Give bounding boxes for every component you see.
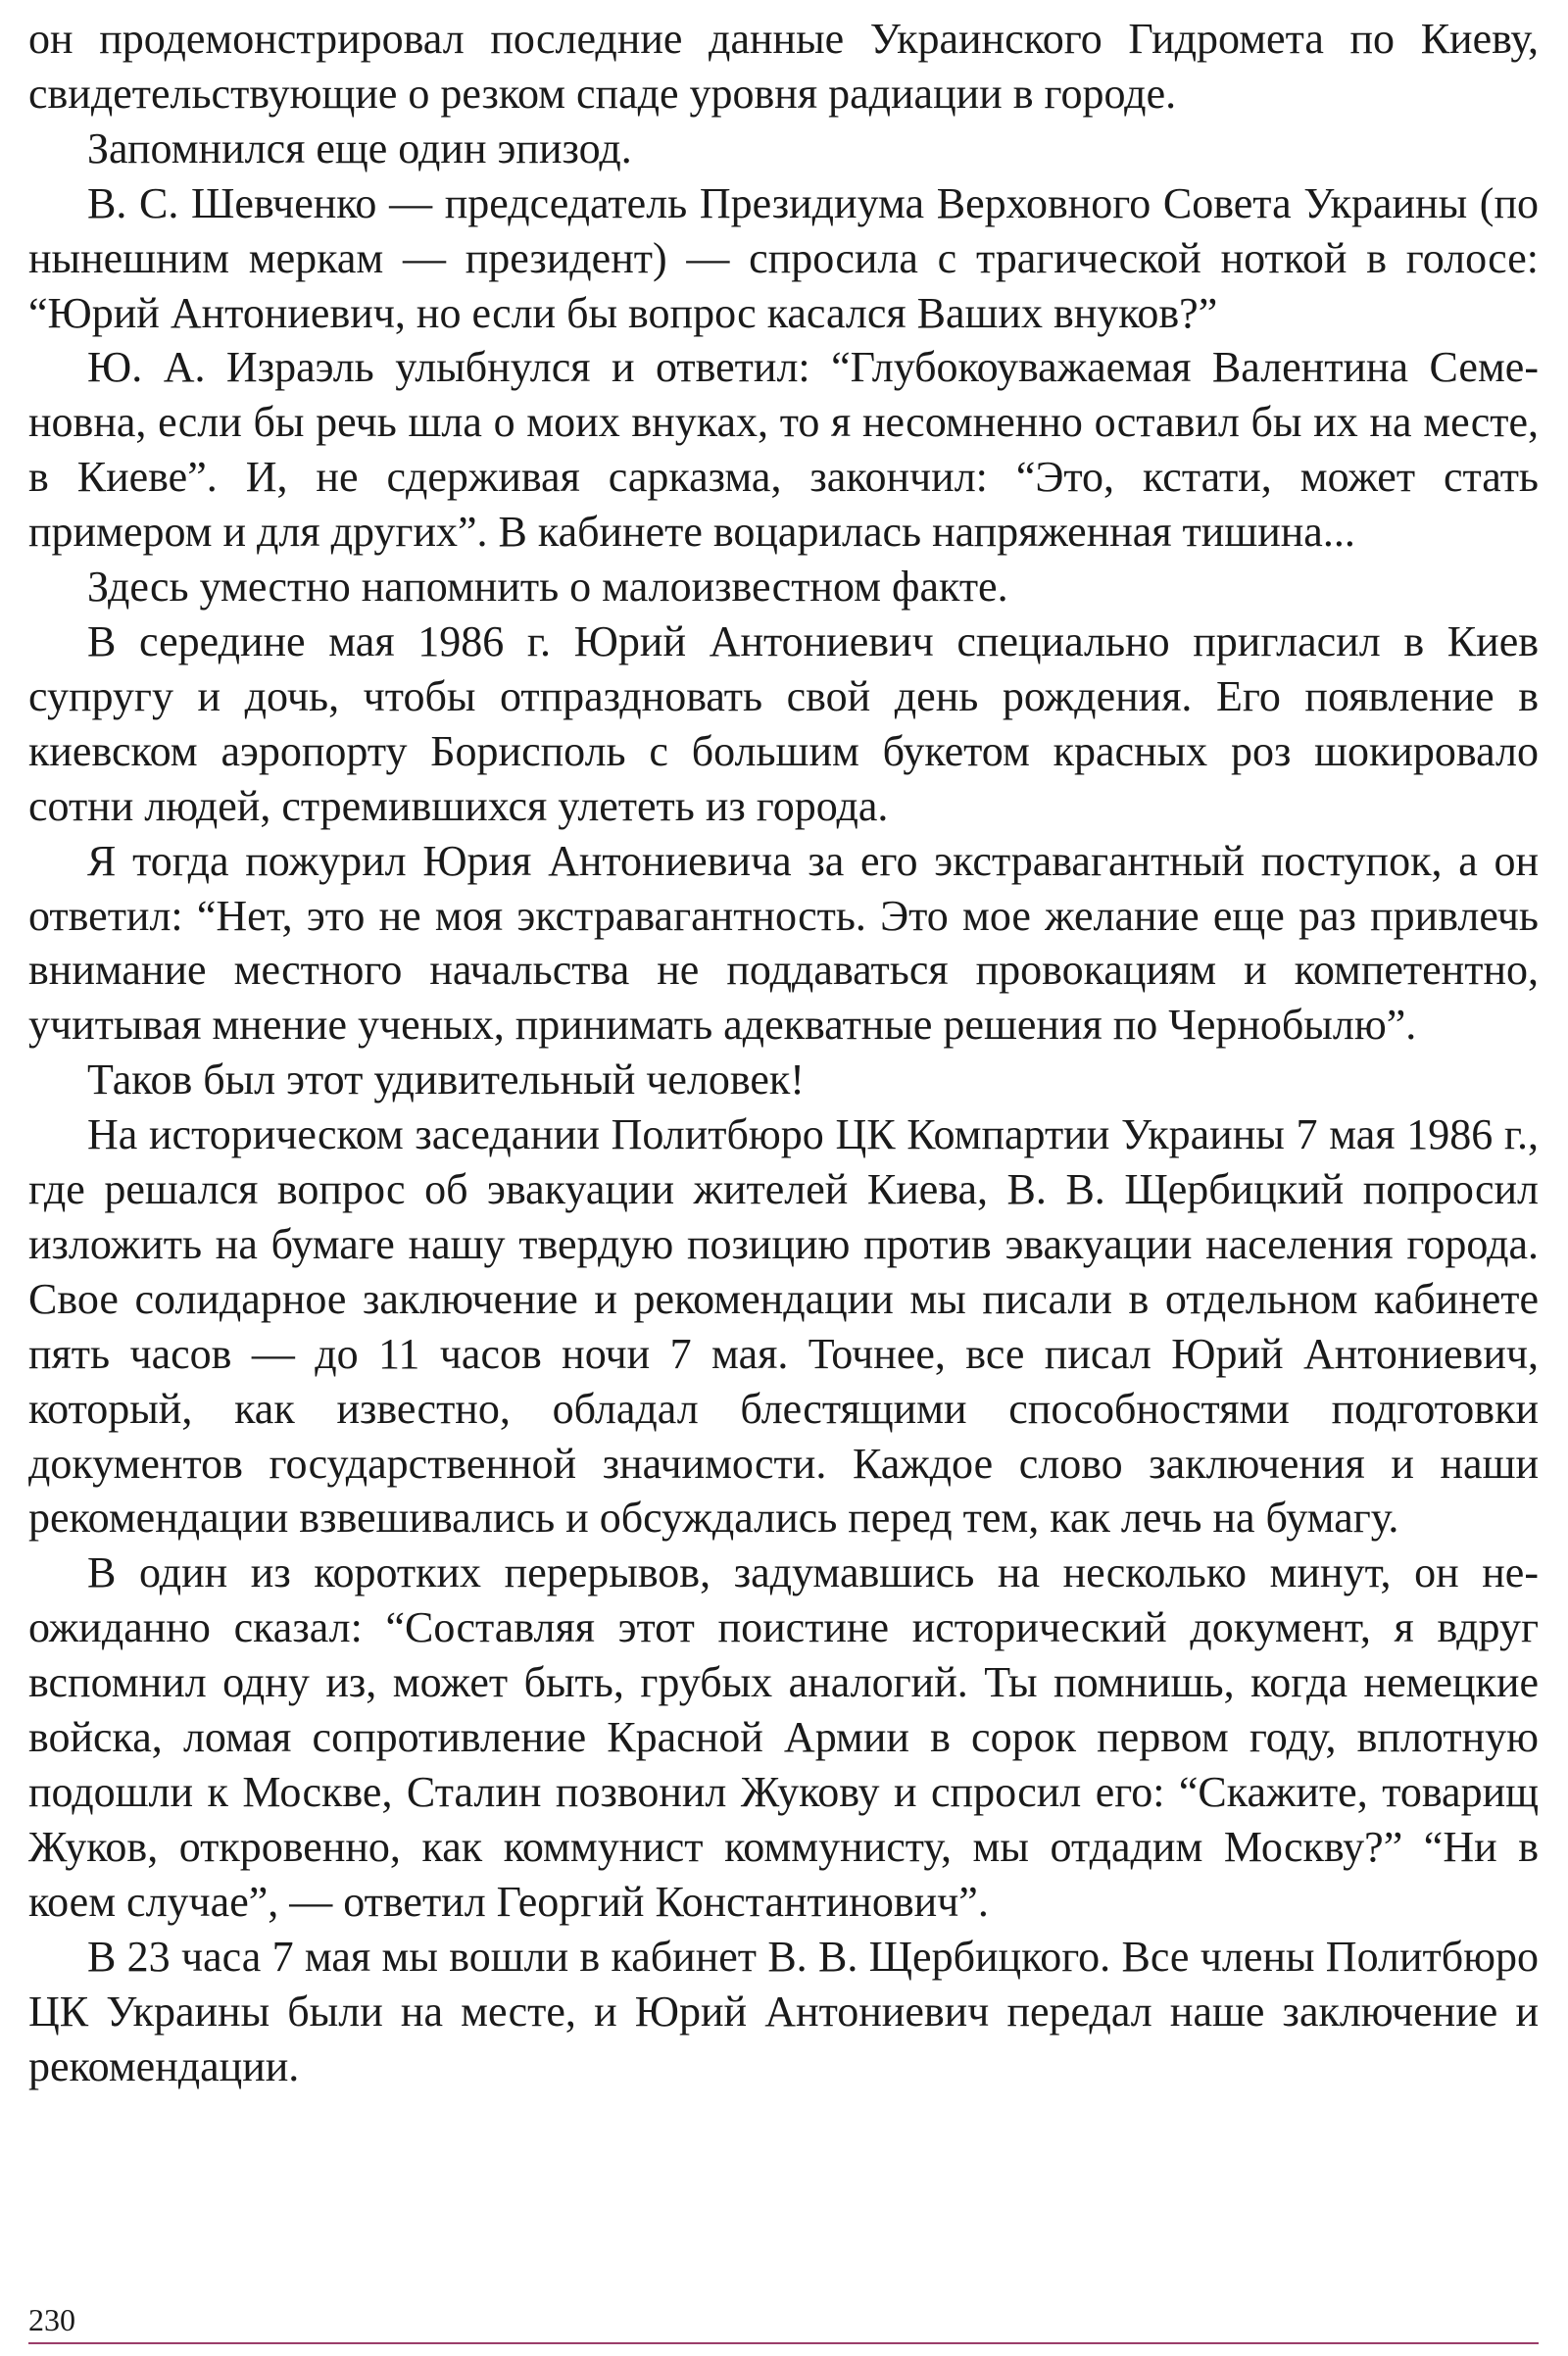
page-footer [28, 2302, 1539, 2351]
footer-rule [28, 2342, 1539, 2344]
paragraph-shevchenko-question: В. С. Шевченко — председатель Президиума Верховного Совета Украины (по нынешним меркам — президент) — спросила с трагической ноткой в голосе: “Юрий Антониевич, но если бы вопрос касался Ваших внуков?” [28, 178, 1539, 337]
paragraph-israel-answer: Ю. А. Израэль улыбнулся и ответил: “Глубокоуважаемая Валентина Семеновна, если бы речь шла о моих внуках, то я несомненно оставил бы их на месте, в Киеве”. И, не сдерживая сарказма, закончил: “Это, кстати, может стать примером и для других”. В кабинете воцарилась напряженная тишина... [28, 343, 1539, 557]
paragraph-remarkable-man: Таков был этот удивительный человек! [87, 1055, 805, 1104]
paragraph-episode-intro: Запомнился еще один эпизод. [87, 123, 632, 172]
paragraph-break-analogy: В один из коротких перерывов, задумавшись на несколько минут, он неожиданно сказал: “Составляя этот поистине исторический документ, я вдруг вспомнил одну из, может быть, грубых аналогий. Ты помнишь, когда немецкие войска, ломая сопротивление Красной Армии в сорок первом году, вплотную подошли к Москве, Сталин позвонил Жукову и спросил его: “Скажите, товарищ Жуков, откровенно, как коммунист коммунисту, мы отдадим Москву?” “Ни в коем случае”, — ответил Георгий Константинович”. [28, 1548, 1539, 1926]
paragraph-final-meeting: В 23 часа 7 мая мы вошли в кабинет В. В. Щербицкого. Все члены Политбюро ЦК Украины были на месте, и Юрий Антониевич передал наше заключение и рекомендации. [28, 1932, 1539, 2090]
paragraph-birthday: В середине мая 1986 г. Юрий Антониевич специально пригласил в Киев супругу и дочь, чтобы отпраздновать свой день рождения. Его появление в киевском аэропорту Борисполь с большим букетом красных роз шокировало сотни людей, стремившихся улететь из города. [28, 616, 1539, 830]
paragraph-little-known-fact: Здесь уместно напомнить о малоизвестном факте. [87, 563, 1008, 612]
page-body [28, 12, 1539, 2093]
page-number: 230 [28, 2302, 75, 2337]
paragraph-politburo-meeting: На историческом заседании Политбюро ЦК Компартии Украины 7 мая 1986 г., где решался вопрос об эвакуации жителей Киева, В. В. Щербицкий попросил изложить на бумаге нашу твердую позицию против эвакуации населения города. Свое солидарное заключение и рекомендации мы писали в отдельном кабинете пять часов — до 11 часов ночи 7 мая. Точнее, все писал Юрий Антониевич, который, как известно, обладал блестящими способностями подготовки документов государственной значимости. Каждое слово заключения и наши рекомендации взвешивались и обсуждались перед тем, как лечь на бумагу. [28, 1110, 1539, 1543]
paragraph-continuation: он продемонстрировал последние данные Украинского Гидромета по Киеву, свидетельствующие о резком спаде уровня радиации в городе. [28, 15, 1539, 118]
paragraph-extravagance: Я тогда пожурил Юрия Антониевича за его экстравагантный поступок, а он ответил: “Нет, это не моя экстравагантность. Это мое желание еще раз привлечь внимание местного начальства не поддаваться провокациям и компетентно, учитывая мнение ученых, принимать адекватные решения по Чернобылю”. [28, 836, 1539, 1050]
